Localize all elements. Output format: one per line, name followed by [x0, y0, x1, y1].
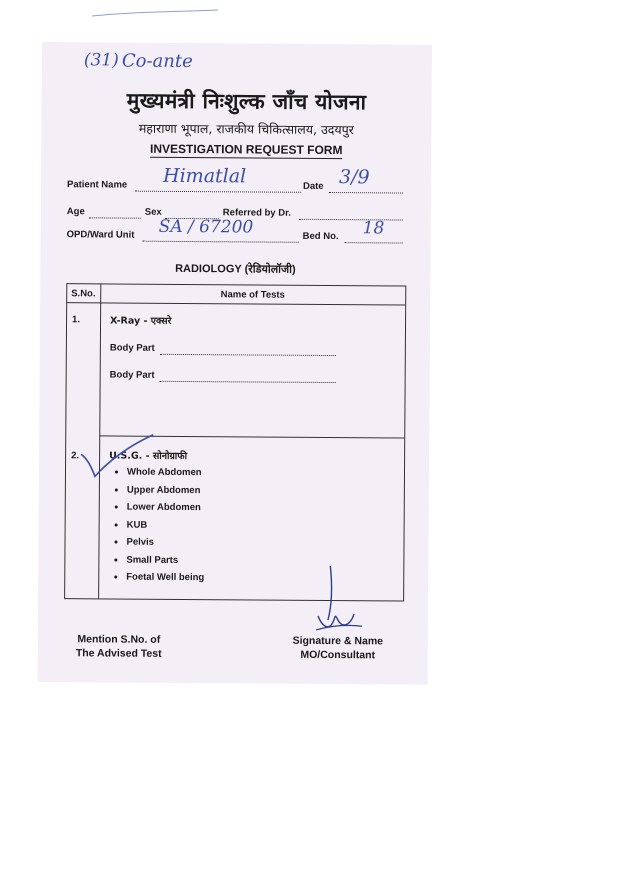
xray-body-part-label-2: Body Part [109, 369, 155, 381]
usg-item-pelvis: • Pelvis [126, 537, 204, 549]
opd-ward-label: OPD/Ward Unit [66, 229, 135, 241]
usg-title: U.S.G. - सोनोग्राफी [109, 450, 188, 463]
advised-test-note-line-2: The Advised Test [75, 647, 162, 660]
usg-item-lower-abdomen: • Lower Abdomen [127, 502, 205, 514]
usg-item-kub: • KUB [127, 519, 205, 531]
radiology-section-title: RADIOLOGY (रेडियोलॉजी) [175, 262, 296, 276]
referred-by-line [299, 210, 403, 221]
patient-name-label: Patient Name [66, 179, 128, 191]
form-title [61, 141, 431, 158]
advised-test-note [64, 632, 174, 661]
usg-item-foetal-well-being: • Foetal Well being [126, 572, 204, 584]
bed-no-label: Bed No. [302, 230, 339, 243]
usg-item-small-parts: • Small Parts [126, 554, 204, 566]
xray-title: X-Ray - एक्सरे [110, 315, 172, 327]
xray-body-part-line-2 [160, 372, 336, 383]
xray-body-part-label-1: Body Part [109, 342, 155, 354]
sno-header: S.No. [71, 288, 96, 300]
hospital-name: महाराणा भूपाल, राजकीय चिकित्सालय, उदयपुर [138, 120, 354, 138]
date-value: 3/9 [338, 166, 370, 189]
test-name-header: Name of Tests [220, 289, 285, 301]
age-label: Age [66, 206, 85, 218]
age-line [89, 208, 141, 218]
advised-test-note-line-1: Mention S.No. of [77, 633, 161, 646]
xray-sno: 1. [72, 314, 81, 326]
handwritten-note: Co-ante [121, 50, 193, 73]
opd-ward-value: SA / 67200 [158, 216, 254, 238]
usg-sno: 2. [71, 450, 80, 462]
sex-label: Sex [144, 206, 162, 218]
referred-by-label: Referred by Dr. [222, 207, 291, 219]
scheme-title: मुख्यमंत्री निःशुल्क जाँच योजना [126, 88, 367, 115]
xray-body-part-line-1 [160, 345, 336, 356]
bed-no-value: 18 [362, 218, 385, 239]
handwritten-signature [310, 564, 381, 638]
usg-item-whole-abdomen: • Whole Abdomen [127, 467, 205, 479]
usg-item-upper-abdomen: • Upper Abdomen [127, 484, 205, 496]
form-title-text: INVESTIGATION REQUEST FORM [149, 141, 343, 158]
patient-name-value: Himatlal [162, 164, 247, 188]
request-form-sheet [38, 42, 432, 685]
handwritten-serial: (31) [83, 50, 119, 71]
signature-label-line-2: MO/Consultant [300, 648, 376, 662]
signature-label-line-1: Signature & Name [292, 634, 384, 648]
stray-pen-mark [90, 6, 220, 22]
handwritten-tick-mark [77, 432, 157, 489]
date-label: Date [302, 180, 324, 192]
